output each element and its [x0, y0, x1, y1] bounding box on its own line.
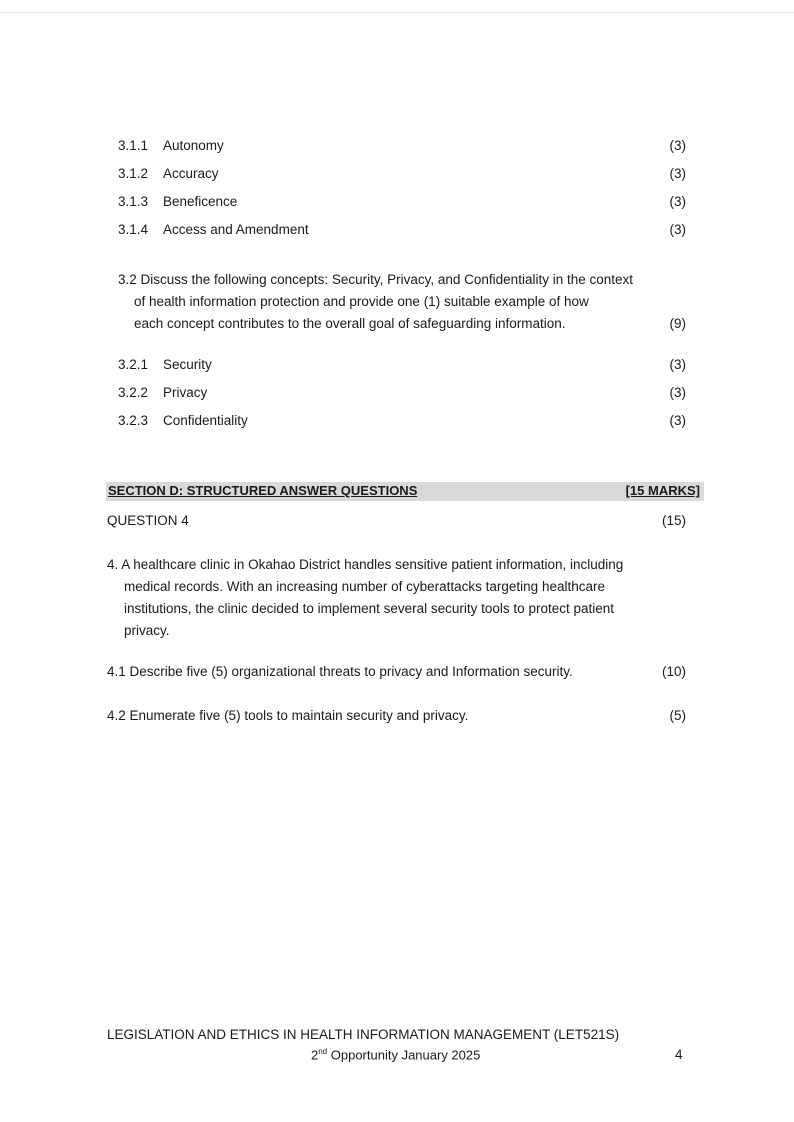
- item-marks: (3): [669, 385, 686, 400]
- footer-opportunity: [311, 1047, 480, 1062]
- item-number: 3.1.4: [118, 222, 149, 237]
- question-marks: (15): [661, 513, 686, 528]
- q4-line4: privacy.: [124, 623, 170, 638]
- q41-text: 4.1 Describe five (5) organizational threats to privacy and Information security.: [107, 664, 573, 679]
- q42-marks: (5): [669, 708, 686, 723]
- item-number: 3.1.1: [118, 138, 149, 153]
- item-marks: (3): [669, 138, 686, 153]
- q32-line2: of health information protection and provide one (1) suitable example of how: [134, 294, 589, 309]
- item-label: Access and Amendment: [163, 222, 309, 237]
- footer-ordinal-suffix: nd: [318, 1047, 328, 1056]
- question-item-3-2-3: [118, 412, 686, 430]
- item-label: Autonomy: [163, 138, 224, 153]
- question-4-heading: [107, 512, 686, 530]
- question-item-3-2-1: [118, 356, 686, 374]
- item-marks: (3): [669, 194, 686, 209]
- section-marks: [15 MARKS]: [625, 483, 700, 498]
- q41-marks: (10): [661, 664, 686, 679]
- question-item-3-1-4: [118, 221, 686, 239]
- scan-edge-line: [0, 12, 794, 13]
- footer-opportunity-text: Opportunity January 2025: [327, 1047, 481, 1063]
- q4-line1: 4. A healthcare clinic in Okahao District handles sensitive patient information, including: [107, 557, 624, 572]
- item-label: Accuracy: [163, 166, 219, 181]
- question-item-3-1-3: [118, 193, 686, 211]
- question-title: QUESTION 4: [107, 513, 189, 528]
- item-number: 3.2.3: [118, 413, 149, 428]
- footer-ordinal: 2: [311, 1047, 319, 1063]
- item-number: 3.1.2: [118, 166, 149, 181]
- q4-line2: medical records. With an increasing number of cyberattacks targeting healthcare: [124, 579, 605, 594]
- question-item-3-2-2: [118, 384, 686, 402]
- item-marks: (3): [669, 413, 686, 428]
- q32-line1: 3.2 Discuss the following concepts: Security, Privacy, and Confidentiality in the context: [118, 272, 634, 287]
- item-label: Beneficence: [163, 194, 238, 209]
- question-4-scenario: [107, 554, 675, 642]
- item-marks: (3): [669, 357, 686, 372]
- item-number: 3.1.3: [118, 194, 149, 209]
- item-label: Confidentiality: [163, 413, 248, 428]
- q32-line3: each concept contributes to the overall goal of safeguarding information.: [134, 316, 566, 331]
- q4-line3: institutions, the clinic decided to implement several security tools to protect patient: [124, 601, 614, 616]
- section-title: SECTION D: STRUCTURED ANSWER QUESTIONS: [108, 483, 418, 498]
- item-number: 3.2.1: [118, 357, 149, 372]
- item-marks: (3): [669, 166, 686, 181]
- item-marks: (3): [669, 222, 686, 237]
- question-4-1: [107, 663, 686, 681]
- question-item-3-1-2: [118, 165, 686, 183]
- question-4-2: [107, 707, 686, 725]
- section-d-header: [106, 482, 704, 501]
- footer-course-title: LEGISLATION AND ETHICS IN HEALTH INFORMATION MANAGEMENT (LET521S): [107, 1027, 620, 1042]
- q32-marks: (9): [669, 316, 686, 331]
- question-3-2: [118, 269, 686, 335]
- item-label: Privacy: [163, 385, 208, 400]
- q42-text: 4.2 Enumerate five (5) tools to maintain security and privacy.: [107, 708, 469, 723]
- page-number: 4: [675, 1047, 683, 1062]
- question-item-3-1-1: [118, 137, 686, 155]
- item-label: Security: [163, 357, 212, 372]
- item-number: 3.2.2: [118, 385, 149, 400]
